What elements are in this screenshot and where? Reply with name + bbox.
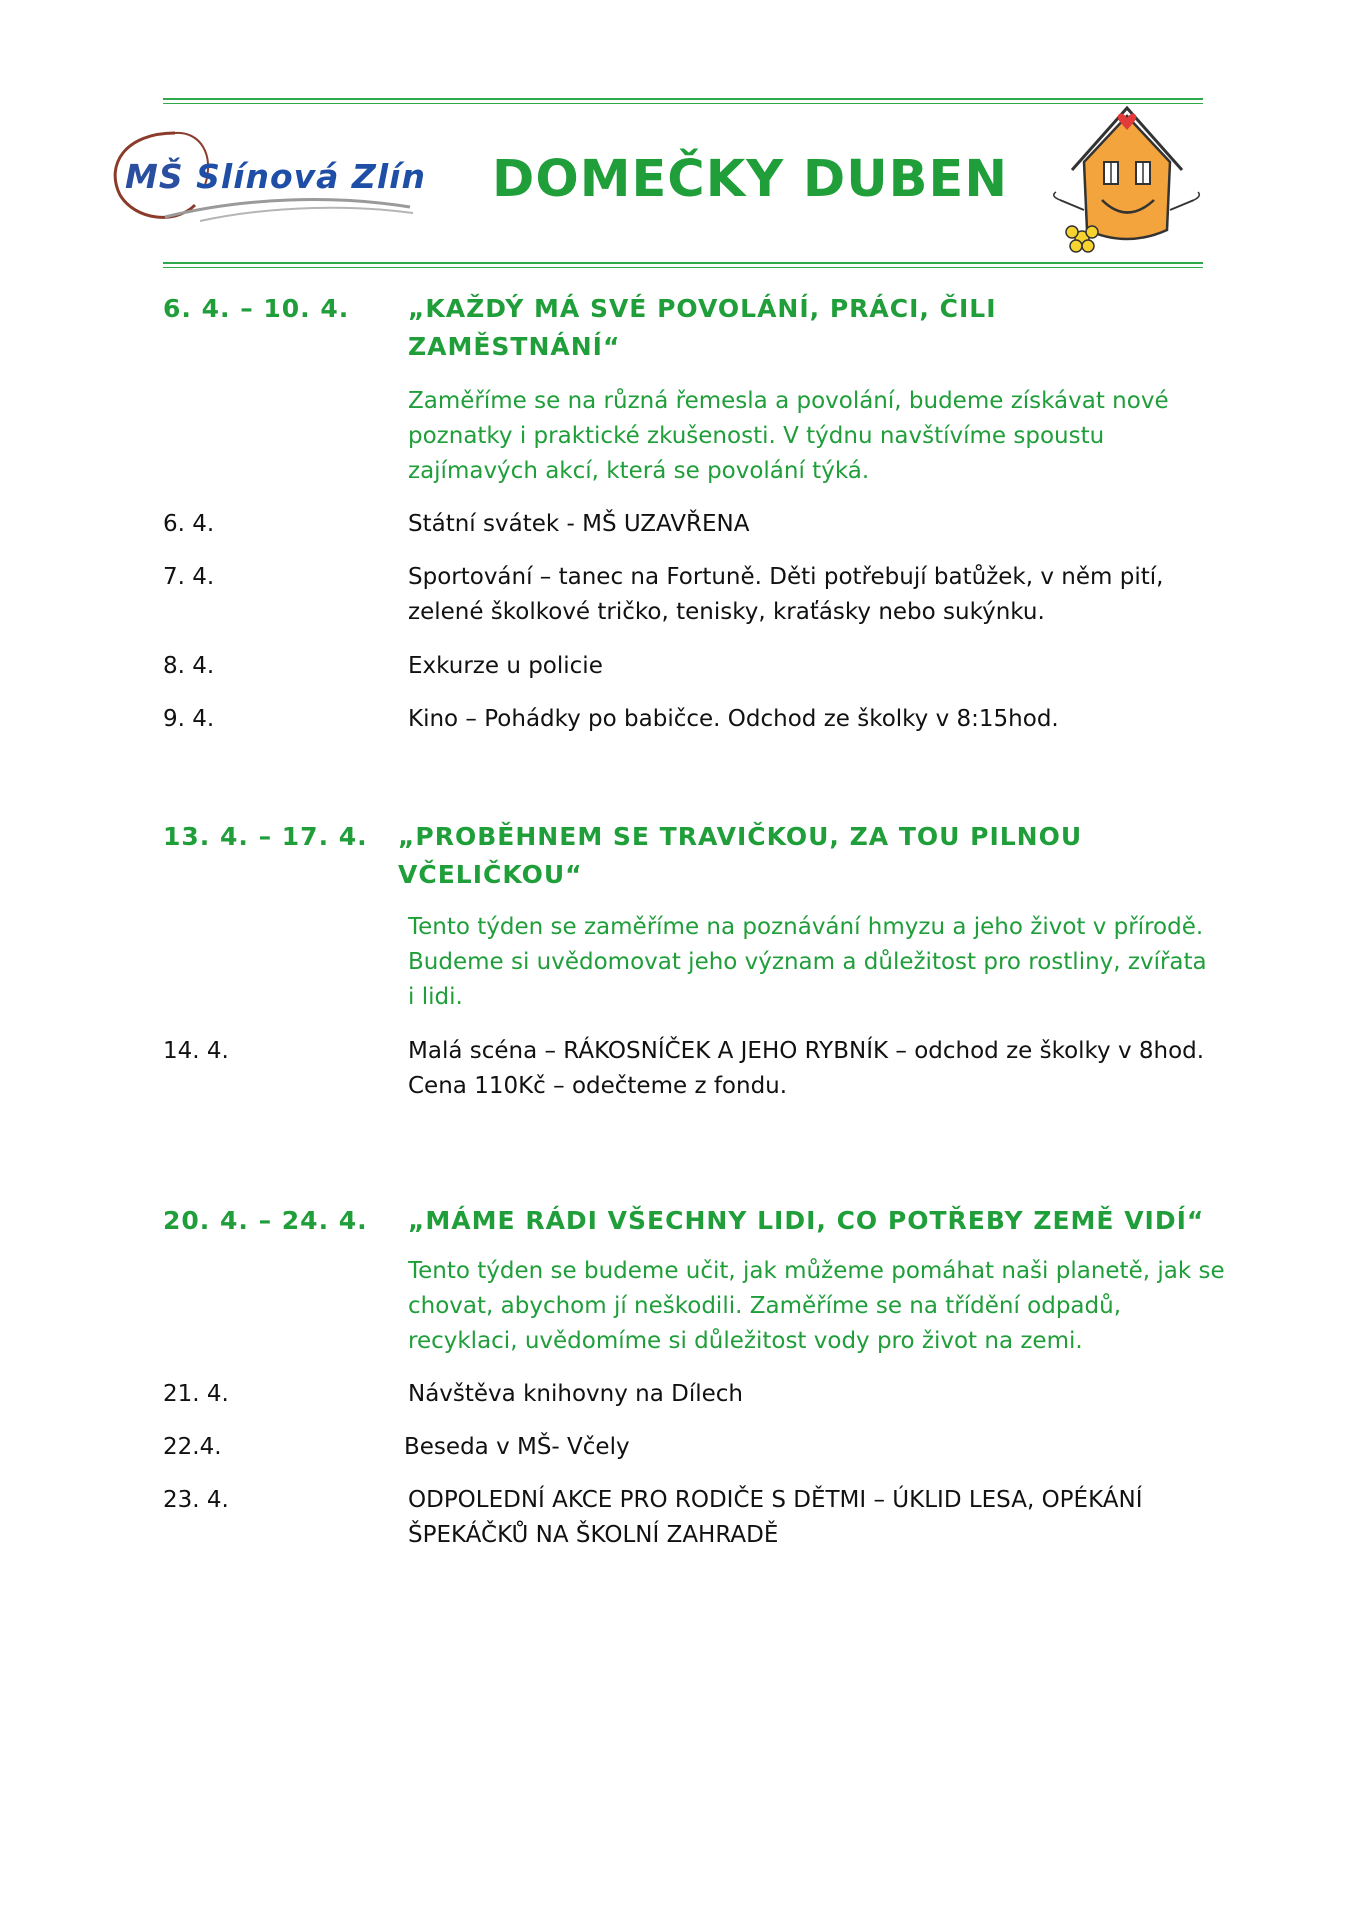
logo-text [125,157,426,196]
week-3-title: „MÁME RÁDI VŠECHNY LIDI, CO POTŘEBY ZEMĚ VIDÍ“ [408,1206,1205,1235]
header-rule-bottom-thin [163,267,1203,268]
week-2-title: „PROBĚHNEM SE TRAVIČKOU, ZA TOU PILNOU VČELIČKOU“ [398,822,1083,889]
week-1-event-3-text: Exkurze u policie [408,653,603,679]
header-rule-top-thin [163,103,1203,104]
week-3-event-1-date: 21. 4. [163,1381,229,1407]
week-1-title: „KAŽDÝ MÁ SVÉ POVOLÁNÍ, PRÁCI, ČILI ZAMĚSTNÁNÍ“ [408,294,997,361]
week-1-event-1-date: 6. 4. [163,511,215,537]
week-3-event-3-date: 23. 4. [163,1487,229,1513]
week-2-event-1-date: 14. 4. [163,1038,229,1064]
week-3-event-2-text: Beseda v MŠ- Včely [404,1434,630,1460]
week-2-description: Tento týden se zaměříme na poznávání hmyzu a jeho život v přírodě. Budeme si uvědomovat jeho význam a důležitost pro rostliny, zvířata i lidi. [408,914,1207,1010]
page-title: DOMEČKY DUBEN [492,150,1009,209]
logo-text-prefix: MŠ [125,157,184,196]
week-1-event-4-text: Kino – Pohádky po babičce. Odchod ze školky v 8:15hod. [408,706,1059,732]
week-1-dates: 6. 4. – 10. 4. [163,294,350,323]
week-3-event-3-text: ODPOLEDNÍ AKCE PRO RODIČE S DĚTMI – ÚKLID LESA, OPÉKÁNÍ ŠPEKÁČKŮ NA ŠKOLNÍ ZAHRADĚ [408,1487,1143,1548]
week-3-description: Tento týden se budeme učit, jak můžeme pomáhat naši planetě, jak se chovat, abychom jí neškodili. Zaměříme se na třídění odpadů, recyklaci, uvědomíme si důležitost vody pro život na zemi. [408,1258,1225,1354]
week-3-event-2-date: 22.4. [163,1434,222,1460]
week-1-description: Zaměříme se na různá řemesla a povolání, budeme získávat nové poznatky i praktické zkušenosti. V týdnu navštívíme spoustu zajímavých akcí, která se povolání týká. [408,388,1169,484]
logo-text-main: Slínová Zlín [196,157,426,196]
header-rule-top [163,98,1203,100]
week-1-event-1-text: Státní svátek - MŠ UZAVŘENA [408,511,750,537]
house-illustration-icon [1052,100,1202,260]
week-1-event-2-date: 7. 4. [163,564,215,590]
week-1-event-4-date: 9. 4. [163,706,215,732]
week-2-dates: 13. 4. – 17. 4. [163,822,368,851]
week-1-event-2-text: Sportování – tanec na Fortuně. Děti potřebují batůžek, v něm pití, zelené školkové tričko, tenisky, kraťásky nebo sukýnku. [408,564,1164,625]
week-2-event-1-text: Malá scéna – RÁKOSNÍČEK A JEHO RYBNÍK – odchod ze školky v 8hod. Cena 110Kč – odečteme z fondu. [408,1038,1205,1099]
header-rule-bottom [163,262,1203,264]
week-1-event-3-date: 8. 4. [163,653,215,679]
week-3-event-1-text: Návštěva knihovny na Dílech [408,1381,743,1407]
week-3-dates: 20. 4. – 24. 4. [163,1206,368,1235]
school-logo [105,125,425,235]
